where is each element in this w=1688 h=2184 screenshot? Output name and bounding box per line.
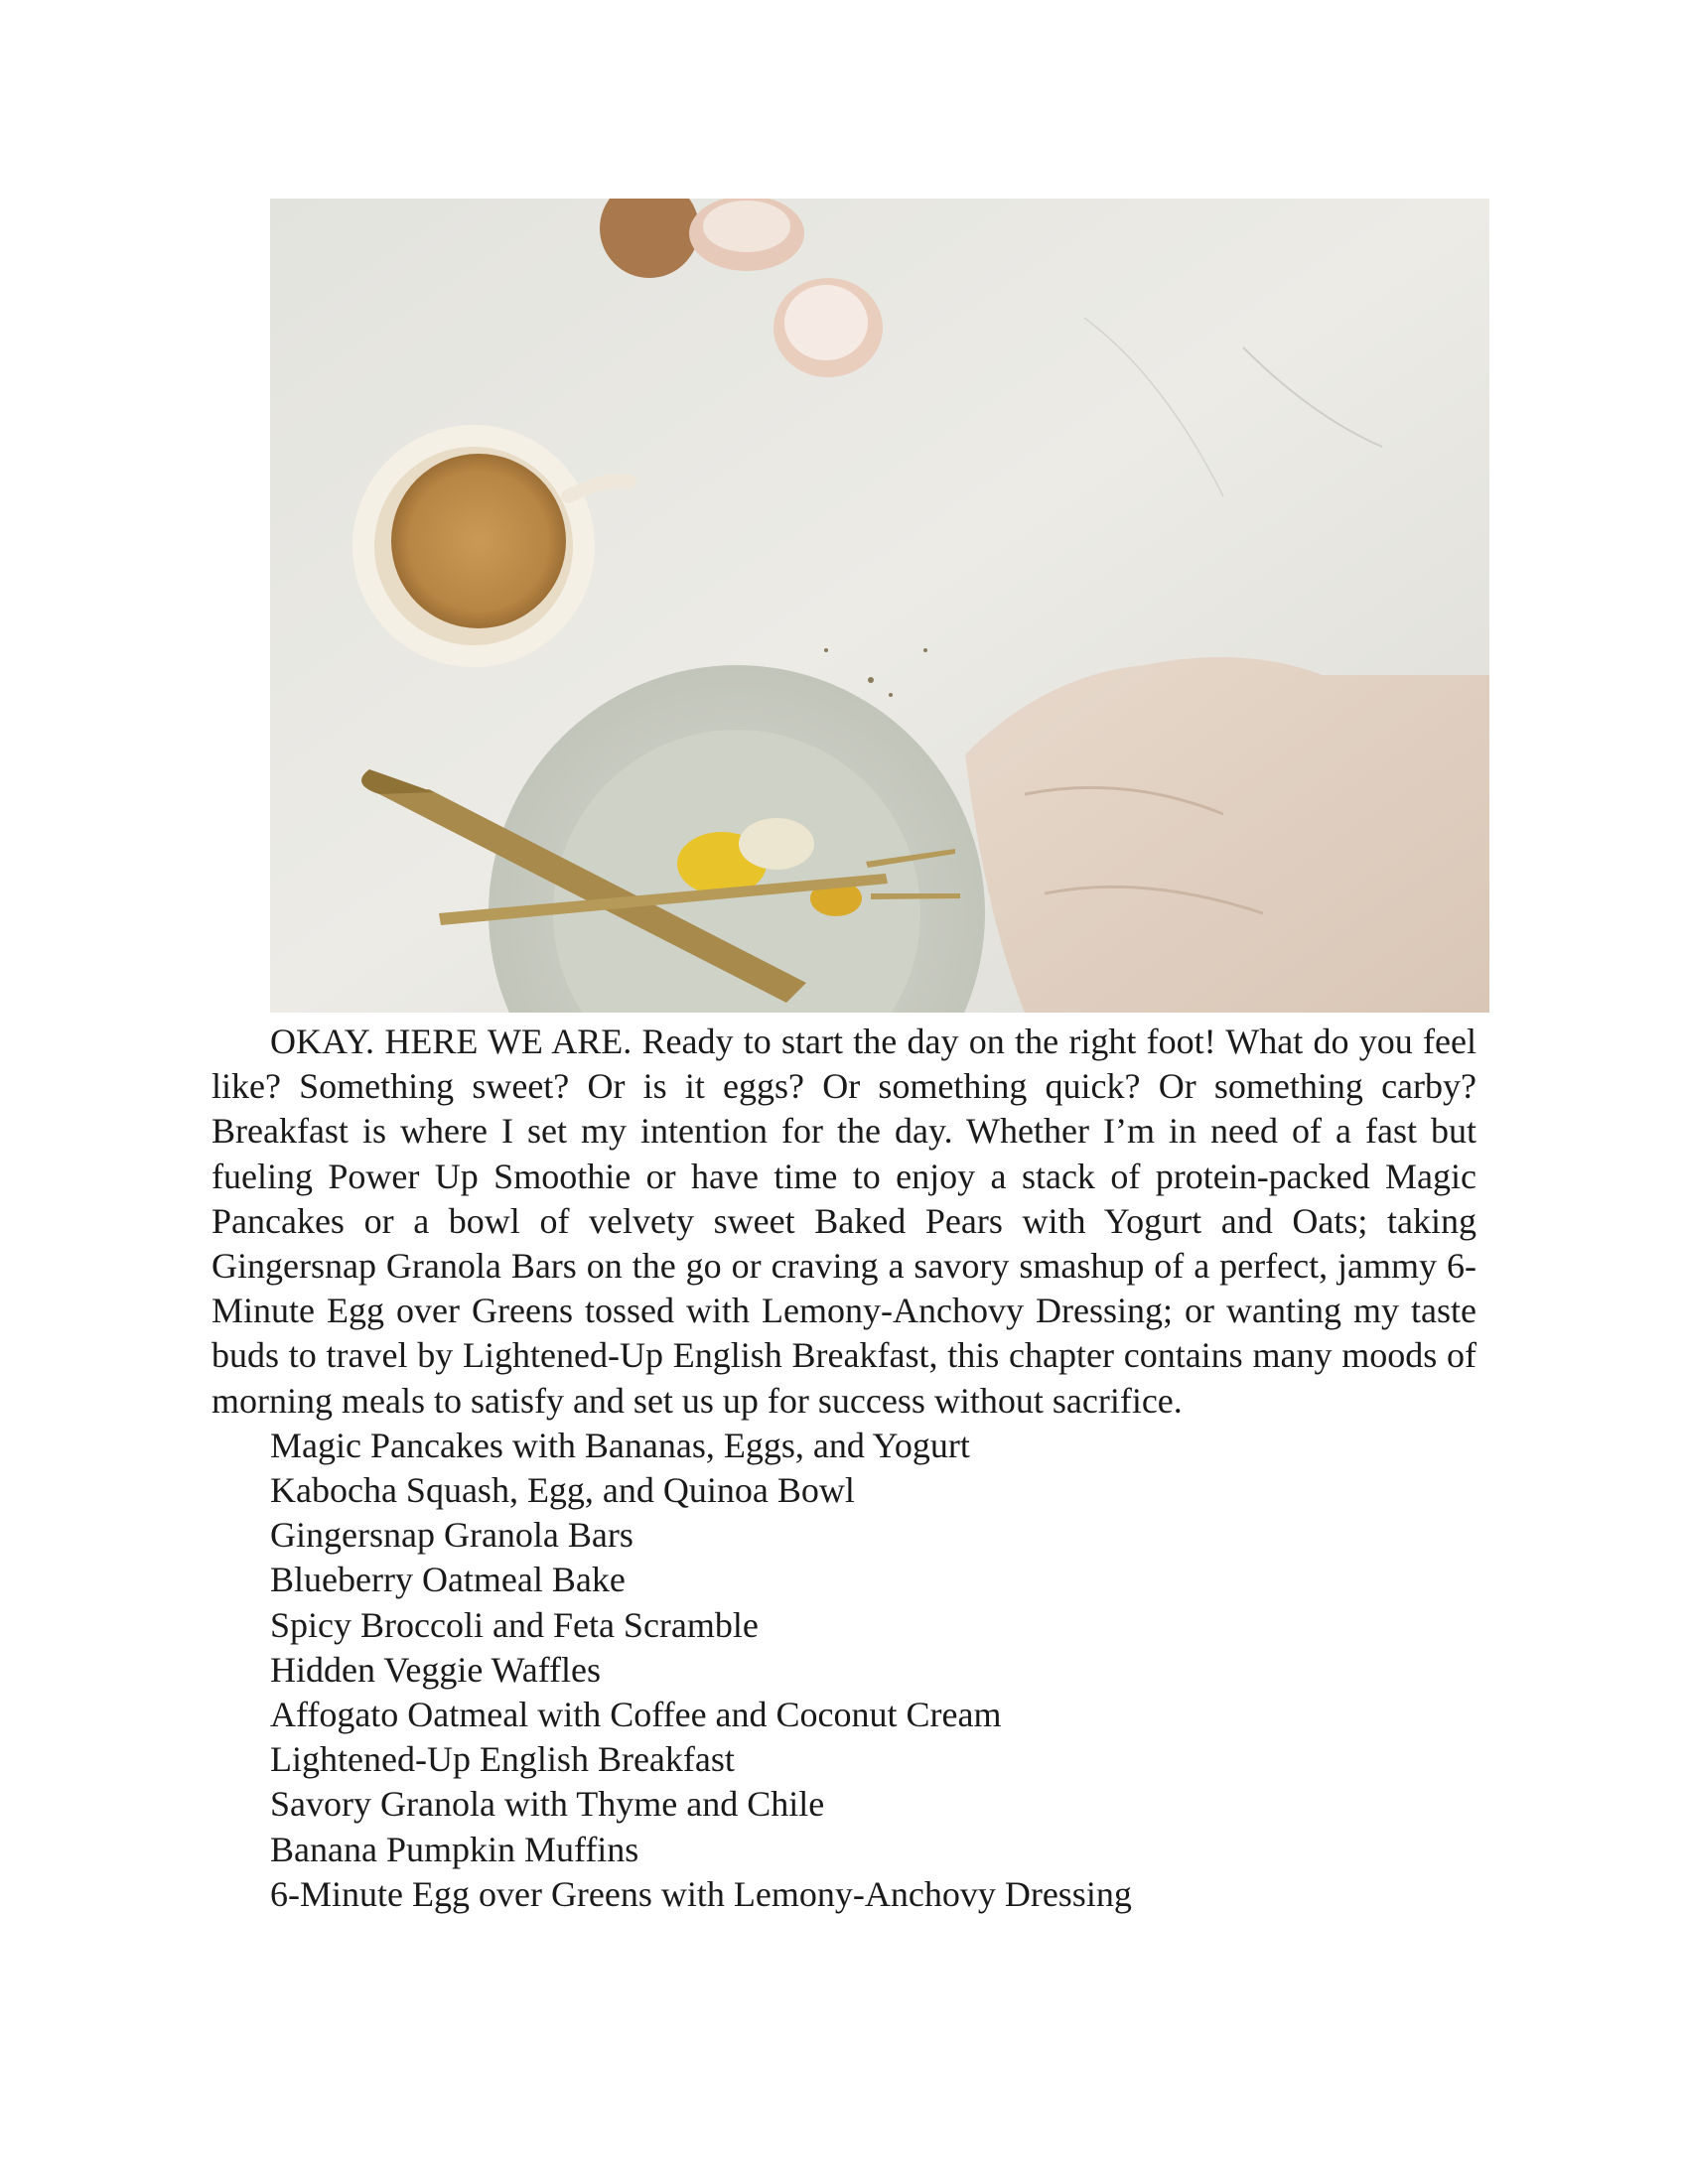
list-item: Banana Pumpkin Muffins — [270, 1829, 639, 1869]
list-item: Kabocha Squash, Egg, and Quinoa Bowl — [270, 1470, 855, 1511]
chapter-intro — [211, 1020, 1477, 1917]
list-item: Gingersnap Granola Bars — [270, 1515, 633, 1556]
breakfast-photo — [270, 199, 1489, 1013]
list-item: Lightened-Up English Breakfast — [270, 1739, 735, 1780]
list-item: Affogato Oatmeal with Coffee and Coconut Cream — [270, 1695, 1002, 1735]
list-item: Blueberry Oatmeal Bake — [270, 1560, 626, 1600]
list-item: 6-Minute Egg over Greens with Lemony-Anchovy Dressing — [270, 1873, 1132, 1914]
list-item: Savory Granola with Thyme and Chile — [270, 1784, 825, 1825]
list-item: Magic Pancakes with Bananas, Eggs, and Yogurt — [270, 1425, 970, 1465]
intro-paragraph: OKAY. HERE WE ARE. Ready to start the day on the right foot! What do you feel like? Something sweet? Or is it eggs? Or something quick? Or something carby? Breakfast is where I set my intention for the day. Whether I’m in need of a fast but fueling Power Up Smoothie or have time to enjoy a stack of protein-packed Magic Pancakes or a bowl of velvety sweet Baked Pears with Yogurt and Oats; taking Gingersnap Granola Bars on the go or craving a savory smashup of a perfect, jammy 6-Minute Egg over Greens tossed with Lemony-Anchovy Dressing; or wanting my taste buds to travel by Lightened-Up English Breakfast, this chapter contains many moods of morning meals to satisfy and set us up for success without sacrifice. — [211, 1022, 1477, 1421]
list-item: Spicy Broccoli and Feta Scramble — [270, 1604, 759, 1645]
recipe-list — [211, 1424, 1477, 1917]
list-item: Hidden Veggie Waffles — [270, 1649, 602, 1690]
